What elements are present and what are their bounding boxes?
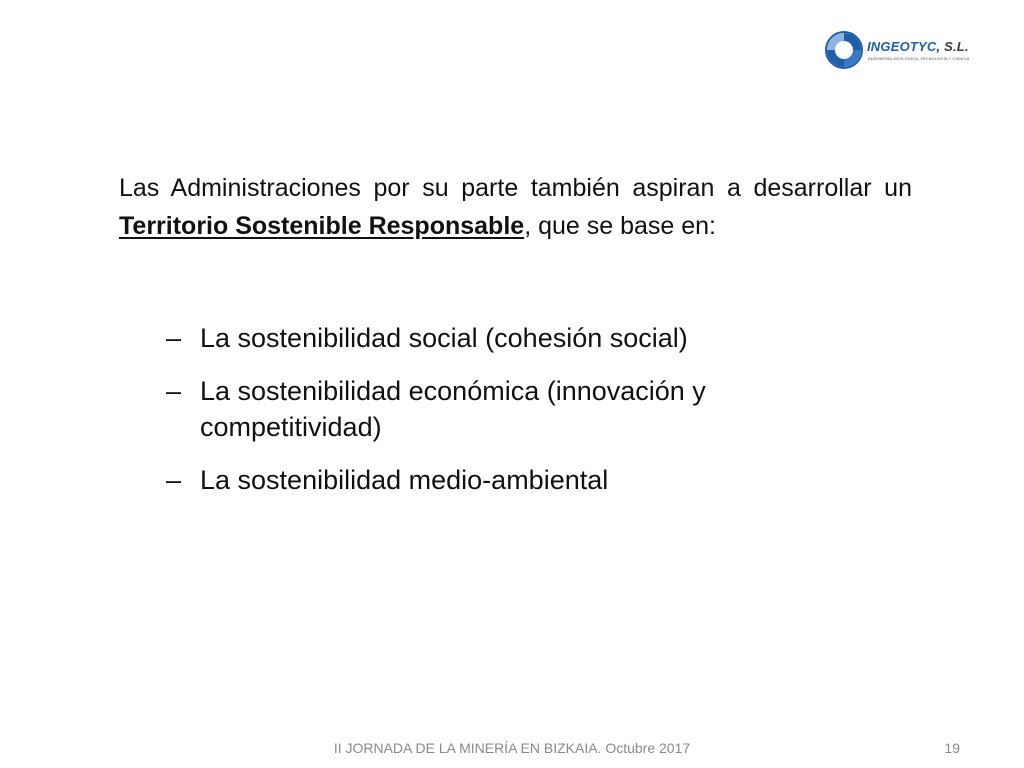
bullet-text: La sostenibilidad social (cohesión social) (200, 323, 688, 353)
bullet-list (166, 320, 826, 515)
list-item (166, 320, 826, 356)
footer-text: II JORNADA DE LA MINERÍA EN BIZKAIA. Octubre 2017 (333, 740, 691, 756)
page-number: 19 (944, 740, 960, 756)
swirl-globe-logo-icon (824, 30, 864, 70)
intro-paragraph (119, 169, 912, 245)
list-item (166, 462, 826, 498)
bullet-marker: – (166, 465, 182, 495)
logo-tagline: INGENIERÍA GEOLÓGICA, TECNOLOGÍA Y CIENCIA (868, 56, 970, 61)
company-logo (824, 28, 970, 72)
intro-text-before: Las Administraciones por su parte también aspiran a desarrollar un (119, 174, 912, 202)
logo-name: INGEOTYC, S.L. (867, 39, 969, 54)
bullet-marker: – (166, 323, 182, 353)
intro-emphasis: Territorio Sostenible Responsable (119, 212, 525, 240)
intro-text-after: , que se base en: (524, 212, 716, 240)
bullet-marker: – (166, 376, 182, 406)
bullet-text: La sostenibilidad económica (innovación y competitividad) (200, 376, 706, 442)
bullet-text: La sostenibilidad medio-ambiental (200, 465, 609, 495)
list-item (166, 373, 826, 445)
